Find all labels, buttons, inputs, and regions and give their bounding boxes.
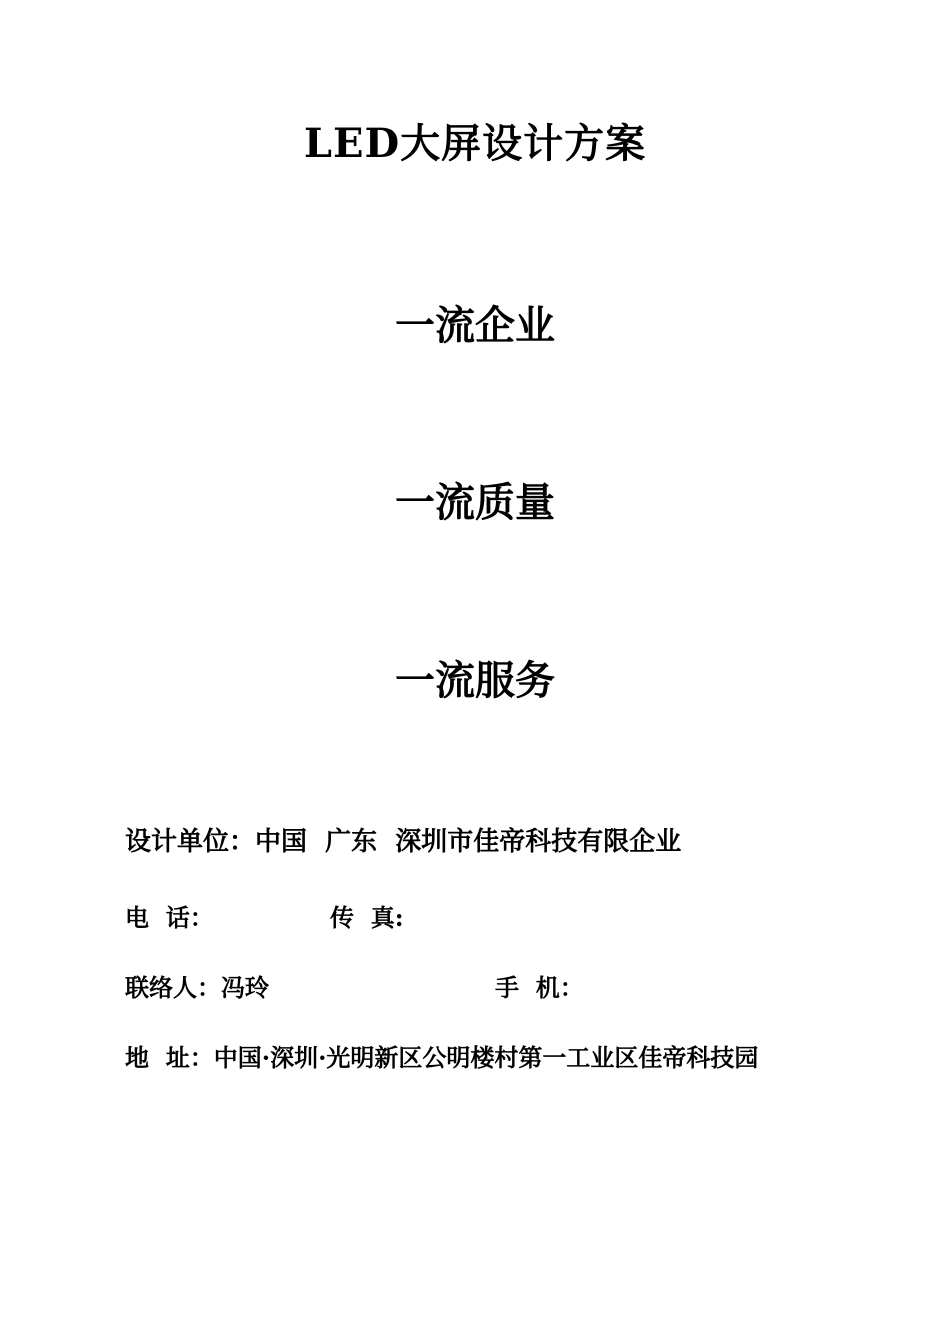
design-unit-label: 设计单位： xyxy=(125,827,256,857)
address-line xyxy=(125,1023,815,1093)
phone-line xyxy=(125,902,214,934)
document-title: LED大屏设计方案 xyxy=(303,120,647,167)
mobile-line xyxy=(495,972,584,1004)
contact-label: 联络人： xyxy=(125,973,221,1002)
slogan-quality: 一流质量 xyxy=(395,479,555,526)
slogan-service: 一流服务 xyxy=(395,657,555,704)
slogan-enterprise: 一流企业 xyxy=(395,302,555,349)
contact-value: 冯玲 xyxy=(221,973,269,1002)
design-unit-line xyxy=(125,826,681,858)
address-label: 地 址： xyxy=(125,1043,214,1072)
fax-label: 传 真: xyxy=(330,903,404,932)
design-unit-value: 中国 广东 深圳市佳帝科技有限企业 xyxy=(255,827,682,857)
mobile-label: 手 机： xyxy=(495,973,584,1002)
fax-line xyxy=(330,902,404,934)
contact-line xyxy=(125,972,269,1004)
address-value: 中国·深圳·光明新区公明楼村第一工业区佳帝科技园 xyxy=(213,1043,759,1072)
phone-label: 电 话： xyxy=(125,903,214,932)
